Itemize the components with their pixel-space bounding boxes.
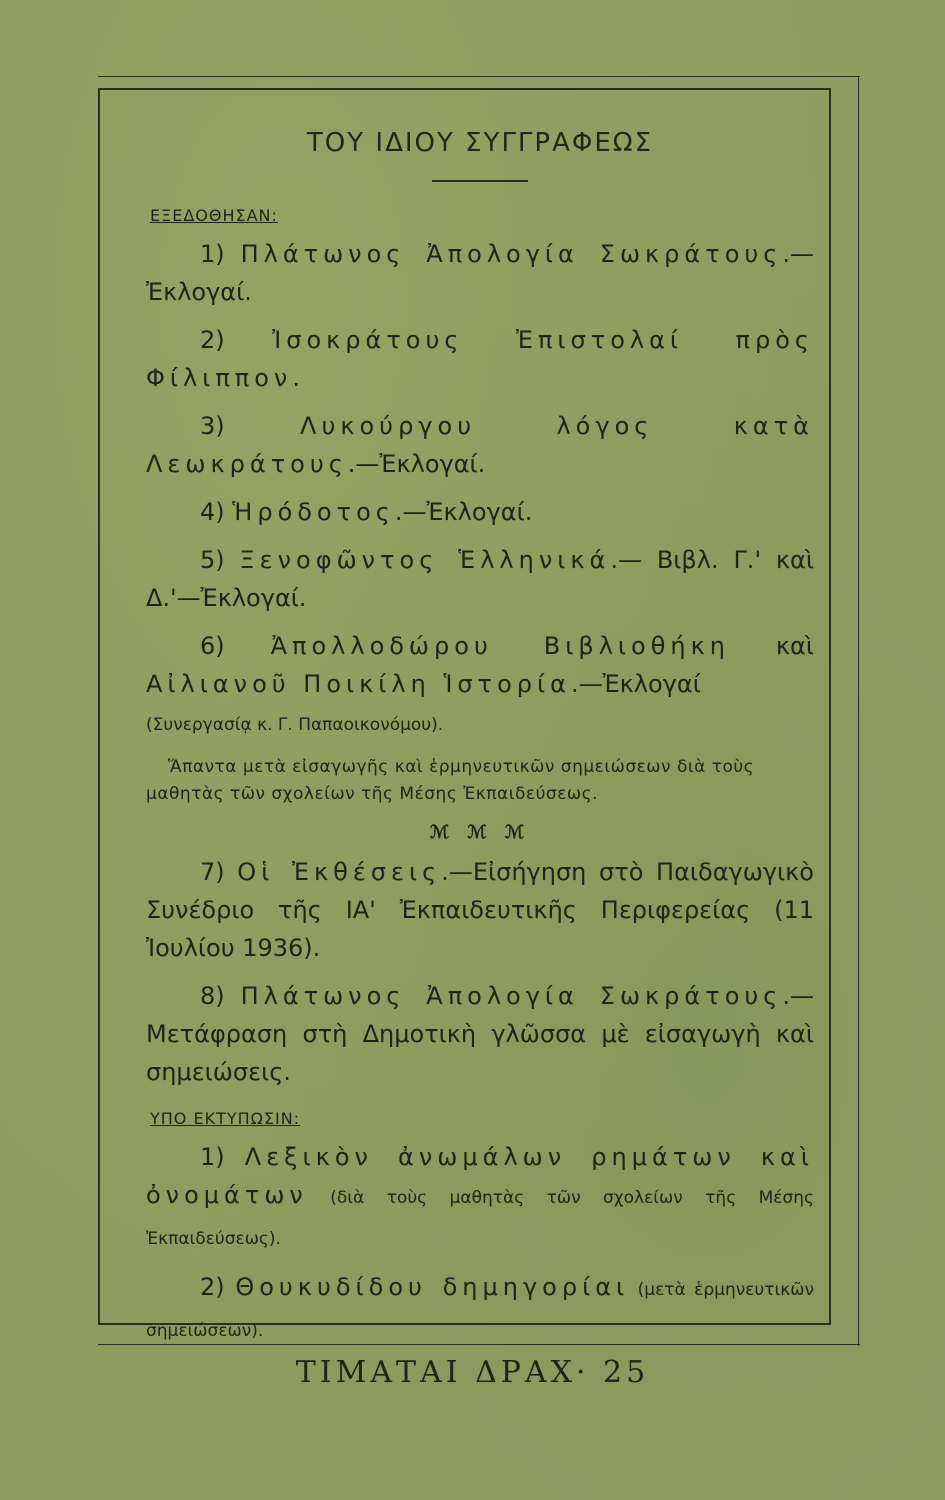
entry-number: 5) (200, 546, 225, 574)
entry-number: 2) (200, 1273, 225, 1301)
title-rule (432, 180, 528, 182)
entry-title: Λυκούργου λόγος κατὰ Λεωκράτους (146, 412, 814, 478)
published-entry-7 (146, 853, 814, 967)
entry-title: Θουκυδίδου δημηγορίαι (235, 1273, 630, 1301)
entry-number: 2) (200, 326, 225, 354)
entry-number: 4) (200, 498, 225, 526)
entry-detail: .— Βιβλ. Γ.' καὶ Δ.'—Ἐκλογαί. (146, 546, 814, 612)
published-entry-8 (146, 977, 814, 1091)
entry-title: Οἱ Ἐκθέσεις (237, 858, 442, 886)
page-title: ΤΟΥ ΙΔΙΟΥ ΣΥΓΓΡΑΦΕΩΣ (306, 128, 654, 158)
in-press-entry-1 (146, 1138, 814, 1258)
published-entry-1 (146, 235, 814, 311)
content (146, 118, 814, 1360)
entry-title: Ἡρόδοτος (232, 498, 395, 526)
published-entry-4 (146, 493, 814, 531)
entry-title: Ἀπολλοδώρου Βιβλιοθήκη (270, 632, 730, 660)
published-entry-6 (146, 627, 814, 744)
published-heading: ΕΞΕΔΟΘΗΣΑΝ: (150, 206, 278, 225)
entry-detail: καὶ (729, 632, 814, 660)
entry-title: Πλάτωνος Ἀπολογία Σωκράτους (240, 982, 783, 1010)
price-line: ΤΙΜΑΤΑΙ ΔΡΑΧ· 25 (295, 1355, 650, 1390)
entry-number: 1) (200, 1143, 225, 1171)
note-text: Ἅπαντα μετὰ εἰσαγωγῆς καὶ ἑρμηνευτικῶν σημειώσεων διὰ τοὺς μαθητὰς τῶν σχολείων τῆς Μέσης Ἐκπαιδεύσεως. (146, 757, 755, 804)
entry-number: 1) (200, 240, 225, 268)
entry-detail: .—Ἐκλογαί. (347, 450, 486, 478)
entry-number: 8) (200, 982, 225, 1010)
in-press-entry-2 (146, 1268, 814, 1350)
entry-title-2: Αἰλιανοῦ Ποικίλη Ἱστορία (146, 670, 571, 698)
in-press-heading: ΥΠΟ ΕΚΤΥΠΩΣΙΝ: (150, 1109, 301, 1128)
published-note (146, 754, 814, 808)
entry-number: 6) (200, 632, 225, 660)
entry-detail: . (292, 364, 300, 392)
entry-title: Ξενοφῶντος Ἑλληνικά (239, 546, 611, 574)
frame-top-rule (98, 76, 860, 77)
entry-detail: .—Εἰσήγηση στὸ Παιδαγωγικὸ Συνέδριο τῆς ΙΑ' Ἐκπαιδευτικῆς Περιφερείας (11 Ἰουλίου 1936). (146, 858, 814, 962)
published-entry-5 (146, 541, 814, 617)
entry-detail: .—Ἐκλογαί. (146, 240, 814, 306)
published-entry-3 (146, 407, 814, 483)
entry-detail: .—Ἐκλογαί. (394, 498, 533, 526)
entry-detail: .— Μετάφραση στὴ Δημοτικὴ γλῶσσα μὲ εἰσαγωγὴ καὶ σημειώσεις. (146, 982, 814, 1086)
entry-number: 3) (200, 412, 225, 440)
entry-detail-2: .—Ἐκλογαί (570, 670, 701, 698)
entry-title: Ἰσοκράτους Ἐπιστολαί πρὸς Φίλιππον (146, 326, 814, 392)
entry-title: Λεξικὸν ἀνωμάλων ρημάτων καὶ ὀνομάτων (146, 1143, 814, 1209)
entry-title: Πλάτωνος Ἀπολογία Σωκράτους (240, 240, 783, 268)
entry-detail: (μετὰ ἑρμηνευτικῶν σημειώσεων). (146, 1280, 814, 1341)
published-entry-2 (146, 321, 814, 397)
frame-right-rule (858, 76, 859, 1346)
entry-collaboration: (Συνεργασίᾳ κ. Γ. Παπαοικονόμου). (146, 715, 444, 735)
ornament-divider: ℳ ℳ ℳ (429, 822, 531, 843)
entry-detail: (διὰ τοὺς μαθητὰς τῶν σχολείων τῆς Μέσης Ἐκπαιδεύσεως). (146, 1188, 814, 1249)
entry-number: 7) (200, 858, 225, 886)
